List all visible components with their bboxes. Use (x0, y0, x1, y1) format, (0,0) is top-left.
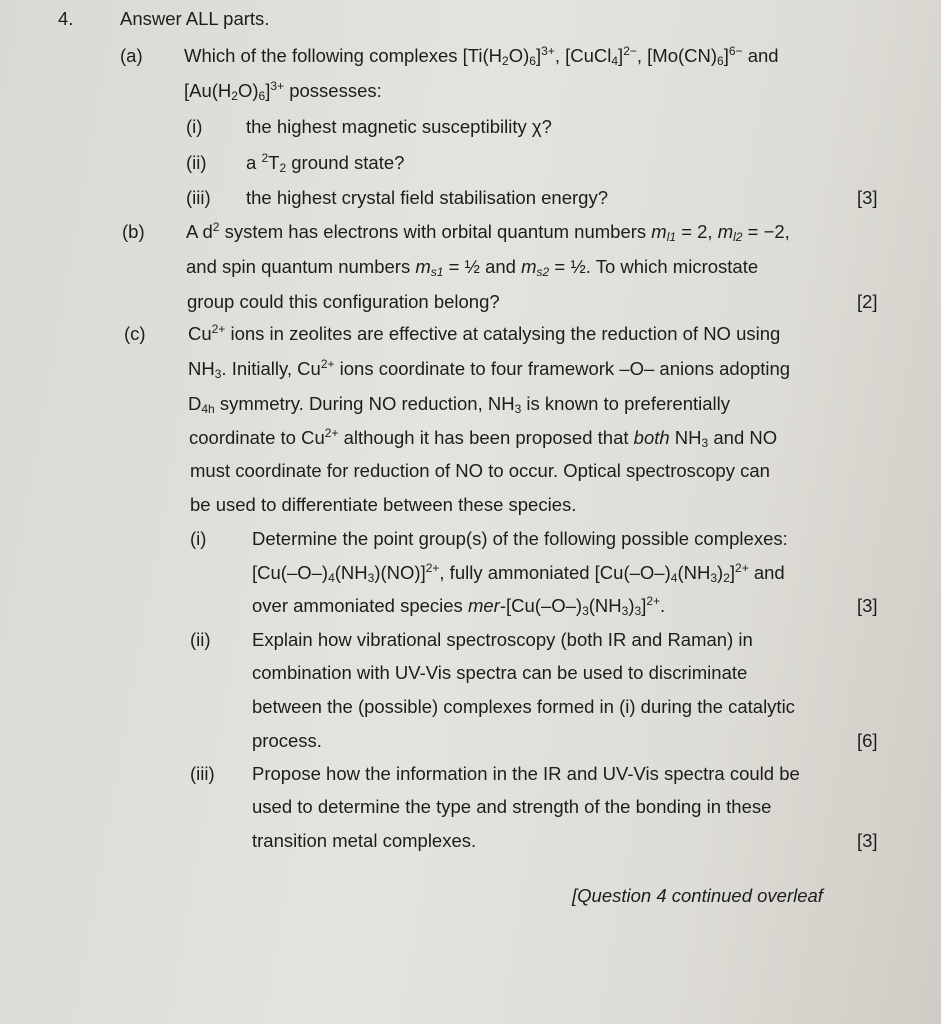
part-c-iii-line-3: transition metal complexes. (252, 830, 477, 851)
part-a-marks: [3] (857, 187, 878, 208)
part-a-ii-label: (ii) (186, 152, 207, 173)
part-c-iii-label: (iii) (190, 763, 215, 784)
part-c-ii-line-2: combination with UV-Vis spectra can be used to discriminate (252, 662, 748, 683)
part-c-i-marks: [3] (857, 595, 878, 616)
part-c-iii-line-2: used to determine the type and strength of the bonding in these (252, 796, 772, 817)
part-a-iii-label: (iii) (186, 187, 211, 208)
part-c-iii-line-1: Propose how the information in the IR and UV-Vis spectra could be (252, 763, 800, 784)
part-a-i-label: (i) (186, 116, 203, 137)
part-c-line-6: be used to differentiate between these species. (190, 494, 577, 515)
part-c-iii-marks: [3] (857, 830, 878, 851)
part-c-ii-marks: [6] (857, 730, 878, 751)
part-c-ii-line-1: Explain how vibrational spectroscopy (both IR and Raman) in (252, 629, 753, 650)
part-c-line-3: $D_{4h}$ symmetry. During NO reduction, $NH_3$ is known to preferentially (188, 393, 731, 416)
question-heading: Answer ALL parts. (120, 8, 270, 29)
part-c-i-line-2: $[Cu(-O-)_4(NH_3)(NO)]^{2+}$, fully ammoniated $[Cu(-O-)_4(NH_3)_2]^{2+}$ and (252, 561, 785, 585)
continued-overleaf-note: [Question 4 continued overleaf (572, 885, 823, 906)
part-c-i-label: (i) (190, 528, 207, 549)
part-a-line-1: Which of the following complexes $[Ti(H_2O)_6]^{3+}$, [CuCl$_4$]$^{2-}$, $[Mo(CN)_6]^{6-}$ and (184, 44, 779, 68)
part-c-i-line-3: over ammoniated species mer-$[Cu(-O-)_3(NH_3)_3]^{2+}$. (252, 594, 666, 618)
part-c-ii-line-4: process. (252, 730, 322, 751)
part-c-line-5: must coordinate for reduction of NO to occur. Optical spectroscopy can (190, 460, 770, 481)
part-b-line-1: A $d^2$ system has electrons with orbital quantum numbers $m_{l1} = 2$, $m_{l2} = -2$, (186, 220, 790, 244)
part-b-line-2: and spin quantum numbers $m_{s1}$ = ½ and $m_{s2}$ = ½. To which microstate (186, 256, 759, 279)
part-c-i-line-1: Determine the point group(s) of the following possible complexes: (252, 528, 788, 549)
part-a-i-text: the highest magnetic susceptibility χ? (246, 116, 552, 137)
part-c-line-2: $NH_3$. Initially, $Cu^{2+}$ ions coordinate to four framework –O– anions adopting (188, 357, 791, 381)
part-c-label: (c) (124, 323, 146, 344)
part-c-ii-line-3: between the (possible) complexes formed in (i) during the catalytic (252, 696, 795, 717)
part-a-label: (a) (120, 45, 143, 66)
part-c-line-4: coordinate to $Cu^{2+}$ although it has been proposed that both $NH_3$ and NO (189, 426, 778, 450)
part-b-label: (b) (122, 221, 145, 242)
part-a-line-2: $[Au(H_2O)_6]^{3+}$ possesses: (184, 79, 382, 103)
part-b-line-3: group could this configuration belong? (187, 291, 500, 312)
part-b-marks: [2] (857, 291, 878, 312)
part-c-line-1: $Cu^{2+}$ ions in zeolites are effective at catalysing the reduction of NO using (188, 322, 781, 344)
part-a-ii-text: a $^2T_2$ ground state? (246, 151, 405, 175)
part-a-iii-text: the highest crystal field stabilisation energy? (246, 187, 608, 208)
question-number: 4. (58, 8, 74, 29)
part-c-ii-label: (ii) (190, 629, 211, 650)
